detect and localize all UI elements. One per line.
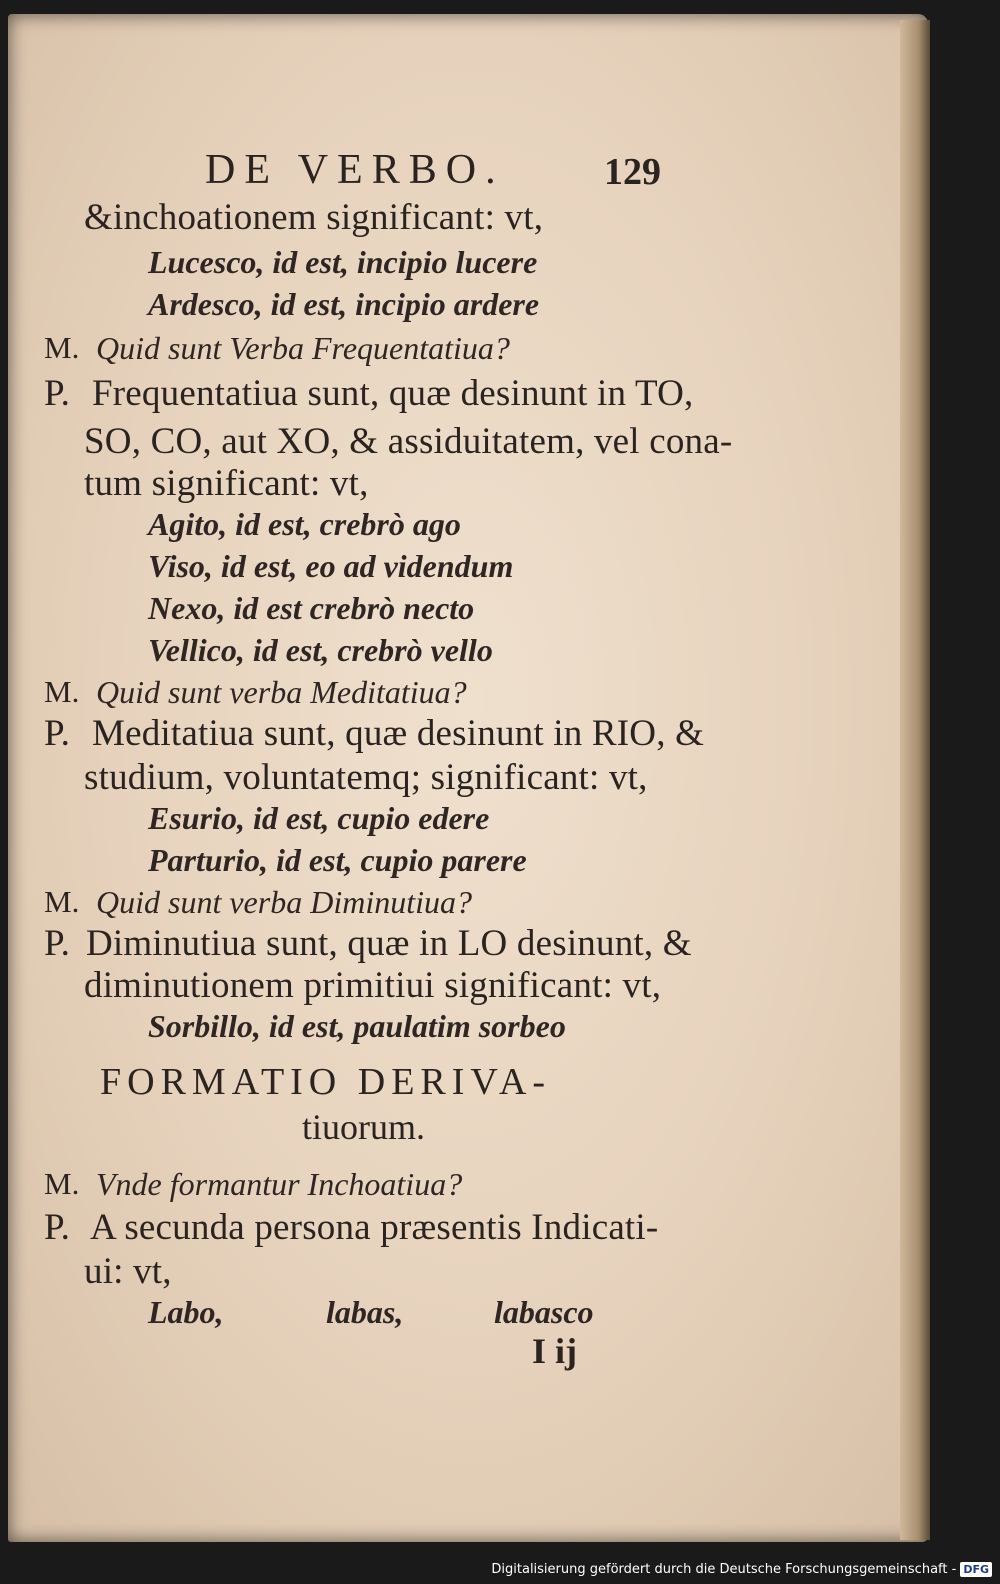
section-heading-continued: tiuorum.: [302, 1107, 425, 1147]
text-line: Meditatiua sunt, quæ desinunt in RIO, &: [92, 713, 705, 754]
text-line: Parturio, id est, cupio parere: [148, 842, 527, 878]
text-line: studium, voluntatemq; significant: vt,: [84, 757, 648, 798]
text-line: diminutionem primitiui significant: vt,: [84, 965, 662, 1006]
example-word: labas,: [326, 1294, 404, 1330]
speaker-label: M.: [44, 674, 80, 709]
speaker-label: M.: [44, 884, 80, 919]
text-line: Esurio, id est, cupio edere: [148, 800, 490, 836]
speaker-label: P.: [44, 923, 71, 964]
text-line: Lucesco, id est, incipio lucere: [148, 244, 538, 280]
running-header: DE VERBO.: [205, 147, 505, 193]
example-word: Labo,: [148, 1294, 224, 1330]
page-edge: [900, 20, 930, 1540]
text-line: Sorbillo, id est, paulatim sorbeo: [148, 1008, 566, 1044]
text-line: Frequentatiua sunt, quæ desinunt in TO,: [92, 373, 694, 414]
footer-text: Digitalisierung gefördert durch die Deutsche Forschungsgemeinschaft -: [491, 1561, 957, 1577]
text-line: A secunda persona præsentis Indicati-: [90, 1207, 659, 1248]
speaker-label: P.: [44, 713, 71, 754]
text-line: Diminutiua sunt, quæ in LO desinunt, &: [86, 923, 692, 964]
speaker-label: M.: [44, 1166, 80, 1201]
text-line: Agito, id est, crebrò ago: [148, 506, 461, 542]
text-line: tum significant: vt,: [84, 463, 369, 504]
section-heading: FORMATIO DERIVA-: [100, 1061, 552, 1103]
question-line: Quid sunt Verba Frequentatiua?: [96, 330, 510, 366]
text-line: Vellico, id est, crebrò vello: [148, 632, 493, 668]
question-line: Vnde formantur Inchoatiua?: [96, 1166, 463, 1202]
question-line: Quid sunt verba Meditatiua?: [96, 674, 467, 710]
question-line: Quid sunt verba Diminutiua?: [96, 884, 472, 920]
text-line: ui: vt,: [84, 1251, 172, 1292]
signature-mark: I ij: [532, 1331, 577, 1371]
text-line: Viso, id est, eo ad videndum: [148, 548, 514, 584]
page-number: 129: [604, 151, 661, 193]
text-line: Ardesco, id est, incipio ardere: [148, 286, 540, 322]
footer-credit: [491, 1556, 992, 1582]
example-word: labasco: [494, 1294, 594, 1330]
text-line: Nexo, id est crebrò necto: [148, 590, 475, 626]
text-line: &inchoationem significant: vt,: [84, 197, 544, 238]
dfg-logo: DFG: [960, 1562, 992, 1577]
speaker-label: P.: [44, 373, 71, 414]
speaker-label: P.: [44, 1207, 71, 1248]
speaker-label: M.: [44, 330, 80, 365]
text-line: SO, CO, aut XO, & assiduitatem, vel cona-: [84, 421, 733, 462]
